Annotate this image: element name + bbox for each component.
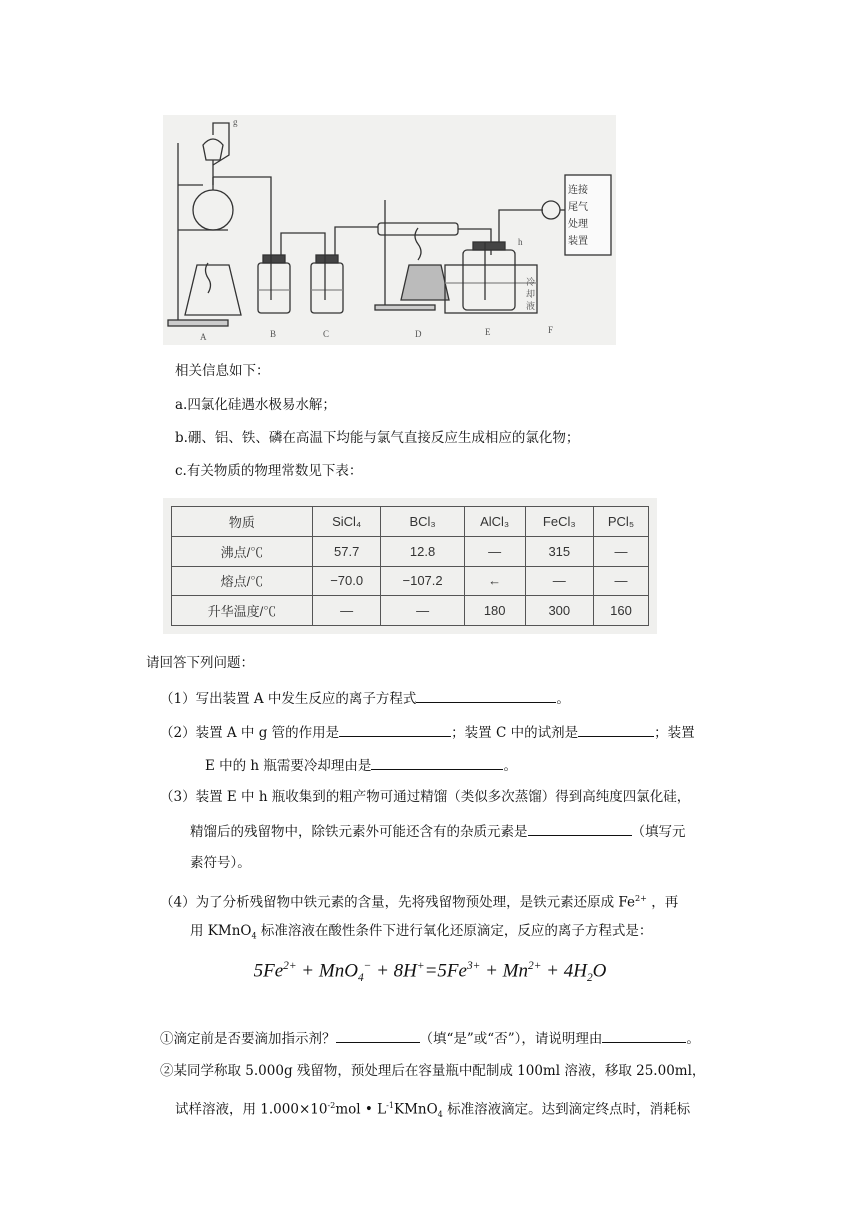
apparatus-figure xyxy=(163,115,616,345)
q2-text-d: E 中的 h 瓶需要冷却理由是 xyxy=(205,758,372,774)
question-3-line3: 素符号）。 xyxy=(190,855,251,871)
table-cell: AlCl₃ xyxy=(464,507,525,537)
s2-sub: 4 xyxy=(437,1109,443,1120)
q3-text-c: （填写元 xyxy=(631,824,686,840)
question-2-line2 xyxy=(205,755,517,775)
table-cell: SiCl₄ xyxy=(312,507,381,537)
q2-blank-2[interactable] xyxy=(578,722,654,737)
q4-text-b2: 标准溶液在酸性条件下进行氧化还原滴定，反应的离子方程式是： xyxy=(256,923,653,939)
q3-blank[interactable] xyxy=(528,821,632,836)
constants-table xyxy=(171,506,649,626)
question-3-line1: （3）装置 E 中 h 瓶收集到的粗产物可通过精馏（类似多次蒸馏）得到高纯度四氯化硅， xyxy=(160,789,691,805)
s1-text-b: （填“是”或“否”），请说明理由 xyxy=(419,1031,603,1047)
q2-end: 。 xyxy=(503,758,517,774)
q4-text-b1: 用 KMnO xyxy=(190,923,252,939)
table-cell: — xyxy=(525,566,593,596)
q2-text-b: ；装置 C 中的试剂是 xyxy=(451,725,579,741)
svg-text:B: B xyxy=(270,329,277,339)
table-cell: 300 xyxy=(525,596,593,626)
svg-text:连接: 连接 xyxy=(568,185,588,196)
q4-sup: 2+ xyxy=(635,893,647,903)
table-cell: 物质 xyxy=(172,507,313,537)
table-cell: 沸点/℃ xyxy=(172,536,313,566)
question-4-line2 xyxy=(190,922,652,945)
svg-text:处理: 处理 xyxy=(568,219,588,230)
svg-text:h: h xyxy=(518,237,523,247)
svg-text:D: D xyxy=(415,329,422,339)
svg-text:C: C xyxy=(323,329,330,339)
table-cell: BCl₃ xyxy=(381,507,464,537)
s1-text-a: ①滴定前是否要滴加指示剂？ xyxy=(160,1031,336,1047)
table-cell: 57.7 xyxy=(312,536,381,566)
s2-text-2: mol • L xyxy=(335,1101,387,1118)
q4-text-end: ，再 xyxy=(646,894,679,911)
table-cell: −107.2 xyxy=(381,566,464,596)
table-cell: 熔点/℃ xyxy=(172,566,313,596)
s2-text-4: 标准溶液滴定。达到滴定终点时，消耗标 xyxy=(442,1101,691,1118)
info-heading: 相关信息如下： xyxy=(175,363,270,379)
subquestion-2-line1: ②某同学称取 5.000g 残留物，预处理后在容量瓶中配制成 100ml 溶液，移取 25.00ml， xyxy=(160,1063,706,1079)
q2-blank-1[interactable] xyxy=(339,722,451,737)
s1-blank-2[interactable] xyxy=(602,1028,686,1043)
svg-text:尾气: 尾气 xyxy=(568,202,588,213)
q4-text-a: （4）为了分析残留物中铁元素的含量，先将残留物预处理，是铁元素还原成 Fe xyxy=(160,894,635,911)
table-row xyxy=(172,566,649,596)
s2-text-1: 试样溶液，用 1.000×10 xyxy=(175,1101,328,1118)
svg-text:装置: 装置 xyxy=(568,236,588,247)
svg-text:F: F xyxy=(548,325,554,335)
table-cell: — xyxy=(381,596,464,626)
svg-text:A: A xyxy=(200,332,207,342)
svg-text:g: g xyxy=(233,117,238,127)
info-c: c.有关物质的物理常数见下表： xyxy=(175,463,363,479)
question-2-line1 xyxy=(160,722,695,742)
table-cell: — xyxy=(593,566,648,596)
subquestion-2-line2 xyxy=(175,1096,690,1123)
table-cell: 升华温度/℃ xyxy=(172,596,313,626)
s1-blank-1[interactable] xyxy=(336,1028,420,1043)
q1-answer-blank[interactable] xyxy=(416,688,556,703)
table-row xyxy=(172,507,649,537)
subquestion-1 xyxy=(160,1028,700,1048)
q4-sub: 4 xyxy=(251,930,257,941)
svg-text:冷: 冷 xyxy=(526,277,536,287)
table-cell: — xyxy=(312,596,381,626)
questions-lead: 请回答下列问题： xyxy=(146,655,254,671)
info-a: a.四氯化硅遇水极易水解； xyxy=(175,397,336,413)
table-cell: PCl₅ xyxy=(593,507,648,537)
table-cell: 160 xyxy=(593,596,648,626)
table-cell: ← xyxy=(464,566,525,596)
redox-equation: $5Fe^{2+} + MnO_4^- + 8H^+=5Fe^{3+} + Mn^{2+} + 4H_2O$ xyxy=(253,960,607,985)
table-cell: 12.8 xyxy=(381,536,464,566)
table-cell: FeCl₃ xyxy=(525,507,593,537)
s2-text-3: KMnO xyxy=(393,1101,438,1118)
table-row xyxy=(172,536,649,566)
question-3-line2 xyxy=(190,821,686,841)
svg-text:液: 液 xyxy=(526,301,536,311)
svg-text:E: E xyxy=(485,327,491,337)
table-cell: −70.0 xyxy=(312,566,381,596)
svg-text:却: 却 xyxy=(526,289,536,299)
q1-text: （1）写出装置 A 中发生反应的离子方程式 xyxy=(160,691,417,707)
s2-sup-2: -1 xyxy=(386,1100,394,1110)
table-cell: — xyxy=(464,536,525,566)
table-cell: — xyxy=(593,536,648,566)
q2-text-a: （2）装置 A 中 g 管的作用是 xyxy=(160,725,340,741)
q2-text-c: ；装置 xyxy=(654,725,695,741)
s2-sup-1: -2 xyxy=(327,1100,336,1110)
question-4-line1 xyxy=(160,889,678,912)
s1-end: 。 xyxy=(686,1031,700,1047)
table-cell: 315 xyxy=(525,536,593,566)
question-1 xyxy=(160,688,570,708)
q3-text-b: 精馏后的残留物中，除铁元素外可能还含有的杂质元素是 xyxy=(190,824,528,840)
constants-table-scan xyxy=(163,498,657,634)
table-cell: 180 xyxy=(464,596,525,626)
q1-end: 。 xyxy=(556,691,570,707)
info-b: b.硼、铝、铁、磷在高温下均能与氯气直接反应生成相应的氯化物； xyxy=(175,430,580,446)
table-row xyxy=(172,596,649,626)
q2-blank-3[interactable] xyxy=(371,755,503,770)
apparatus-diagram xyxy=(163,115,616,345)
